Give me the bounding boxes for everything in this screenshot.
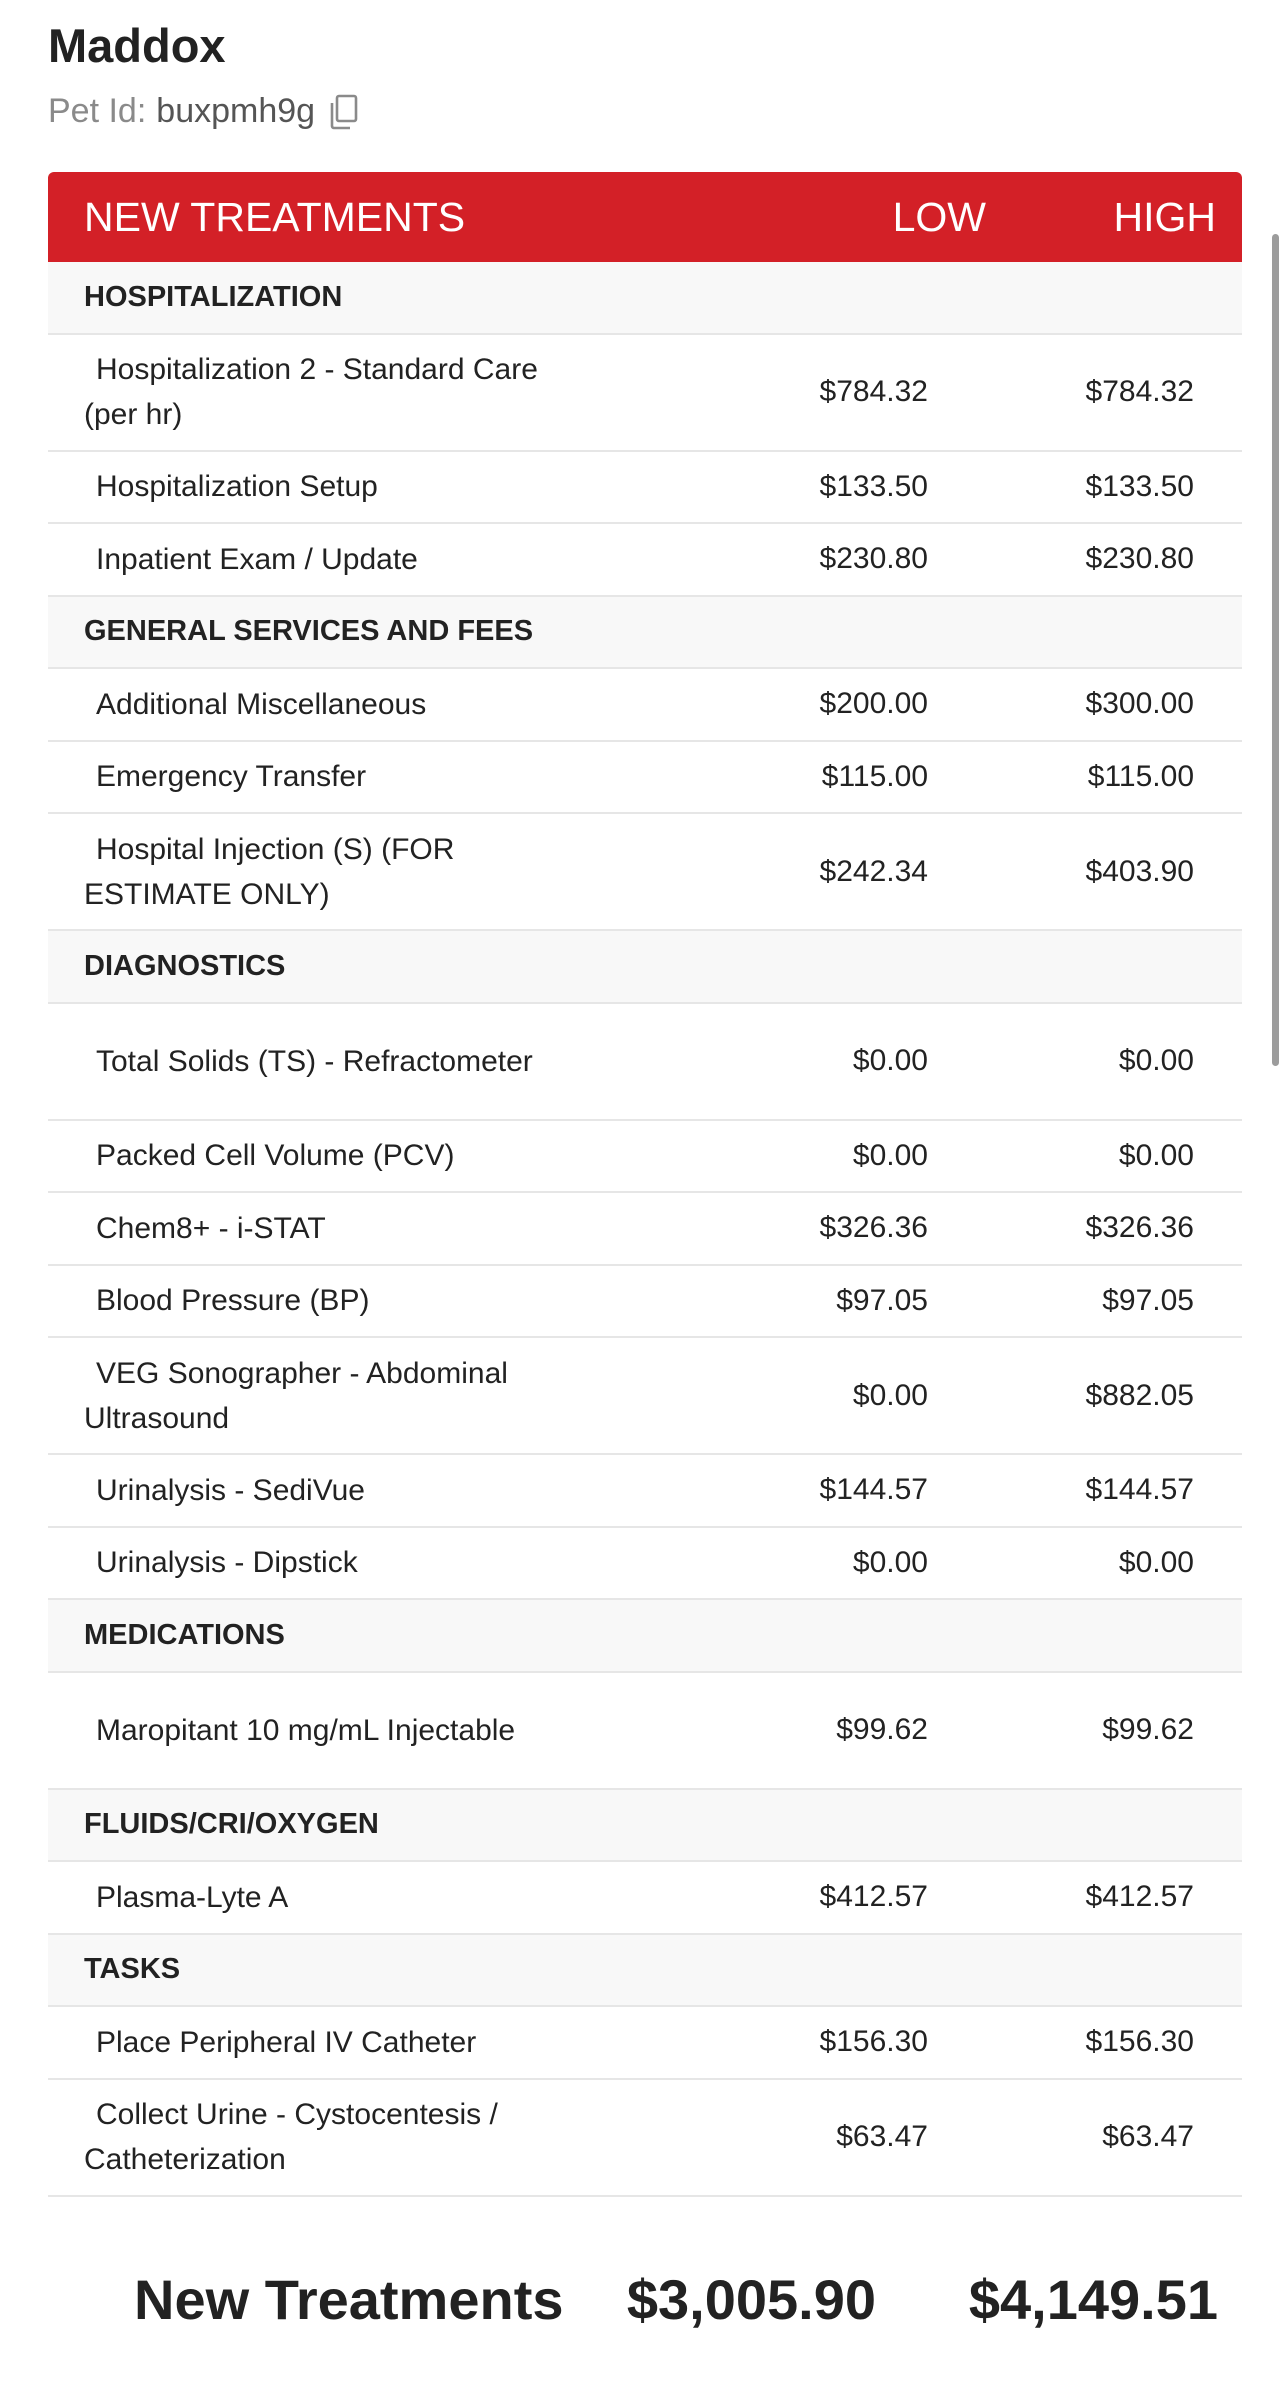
table-row — [48, 1455, 1242, 1528]
category-row — [48, 931, 1242, 1004]
table-row — [48, 1528, 1242, 1601]
treatment-high: $63.47 — [1102, 2120, 1194, 2153]
category-label: DIAGNOSTICS — [84, 949, 286, 982]
treatment-high: $403.90 — [1085, 854, 1194, 888]
treatment-name: Urinalysis - Dipstick — [96, 1546, 358, 1580]
pet-id — [48, 92, 359, 131]
treatment-low: $0.00 — [852, 1044, 928, 1077]
treatment-high: $133.50 — [1085, 469, 1194, 503]
category-label: HOSPITALIZATION — [84, 280, 343, 313]
table-row — [48, 2007, 1242, 2080]
treatment-high: $0.00 — [1118, 1044, 1194, 1077]
table-body — [48, 262, 1242, 2197]
category-label: TASKS — [84, 1953, 181, 1986]
treatment-low: $99.62 — [836, 1713, 928, 1746]
treatment-low: $230.80 — [819, 542, 928, 576]
table-row — [48, 669, 1242, 742]
category-row — [48, 1790, 1242, 1863]
treatment-low: $784.32 — [819, 375, 928, 408]
totals-row — [0, 2255, 1284, 2345]
table-row — [48, 1673, 1242, 1790]
table-header — [48, 172, 1242, 262]
header-title: NEW TREATMENTS — [84, 193, 466, 240]
treatment-high: $99.62 — [1102, 1713, 1194, 1746]
treatment-low: $144.57 — [819, 1473, 928, 1507]
treatment-high: $412.57 — [1085, 1880, 1194, 1914]
totals-high: $4,149.51 — [968, 2268, 1218, 2331]
category-label: FLUIDS/CRI/OXYGEN — [84, 1808, 379, 1841]
treatment-low: $200.00 — [819, 687, 928, 721]
treatment-high: $97.05 — [1102, 1283, 1194, 1317]
header-high: HIGH — [1113, 193, 1216, 240]
treatment-low: $156.30 — [819, 2025, 928, 2059]
category-label: GENERAL SERVICES AND FEES — [84, 615, 534, 648]
totals-label: New Treatments — [134, 2268, 564, 2331]
treatment-high: $144.57 — [1085, 1473, 1194, 1507]
treatment-name: VEG Sonographer - Abdominal Ultrasound — [84, 1356, 508, 1435]
treatment-low: $326.36 — [819, 1211, 928, 1245]
table-row — [48, 2080, 1242, 2197]
treatment-name: Chem8+ - i-STAT — [96, 1211, 326, 1245]
table-row — [48, 1193, 1242, 1266]
treatment-high: $300.00 — [1085, 687, 1194, 721]
treatment-high: $156.30 — [1085, 2025, 1194, 2059]
copy-icon[interactable] — [329, 94, 359, 130]
table-row — [48, 1004, 1242, 1121]
table-row — [48, 524, 1242, 597]
header-low: LOW — [892, 193, 986, 240]
category-row — [48, 597, 1242, 670]
table-row — [48, 814, 1242, 931]
table-row — [48, 1338, 1242, 1455]
treatment-name: Blood Pressure (BP) — [96, 1284, 370, 1318]
treatment-name: Plasma-Lyte A — [96, 1880, 289, 1914]
treatment-high: $0.00 — [1118, 1545, 1194, 1579]
treatment-name: Emergency Transfer — [96, 760, 367, 794]
treatment-high: $0.00 — [1118, 1138, 1194, 1172]
treatment-high: $784.32 — [1085, 375, 1194, 408]
table-row — [48, 335, 1242, 452]
treatment-high: $882.05 — [1085, 1378, 1194, 1412]
treatment-name: Hospitalization Setup — [96, 470, 378, 504]
pet-id-label: Pet Id: — [48, 92, 147, 130]
treatment-low: $0.00 — [852, 1138, 928, 1172]
pet-id-value: buxpmh9g — [156, 92, 316, 130]
table-row — [48, 1121, 1242, 1194]
treatment-low: $63.47 — [836, 2120, 928, 2153]
scrollbar[interactable] — [1272, 234, 1279, 1066]
category-row — [48, 1935, 1242, 2008]
treatment-name: Place Peripheral IV Catheter — [96, 2025, 477, 2059]
totals-low: $3,005.90 — [626, 2268, 876, 2331]
category-row — [48, 262, 1242, 335]
treatment-low: $133.50 — [819, 469, 928, 503]
treatment-name: Hospital Injection (S) (FOR ESTIMATE ONLY) — [84, 832, 455, 911]
treatment-name: Collect Urine - Cystocentesis / Catheterization — [84, 2098, 498, 2176]
table-row — [48, 742, 1242, 815]
pet-name: Maddox — [48, 19, 226, 72]
treatment-name: Total Solids (TS) - Refractometer — [96, 1044, 533, 1078]
treatment-name: Hospitalization 2 - Standard Care (per hr) — [84, 353, 538, 431]
category-row — [48, 1600, 1242, 1673]
treatment-high: $326.36 — [1085, 1211, 1194, 1245]
treatment-low: $0.00 — [852, 1378, 928, 1412]
treatment-name: Inpatient Exam / Update — [96, 542, 418, 576]
treatment-low: $242.34 — [819, 854, 928, 888]
table-row — [48, 1862, 1242, 1935]
treatment-name: Additional Miscellaneous — [96, 687, 427, 721]
treatment-low: $115.00 — [821, 759, 928, 793]
treatment-high: $230.80 — [1085, 542, 1194, 576]
treatment-low: $97.05 — [836, 1283, 928, 1317]
table-row — [48, 1266, 1242, 1339]
treatment-name: Urinalysis - SediVue — [96, 1473, 365, 1507]
treatment-high: $115.00 — [1087, 759, 1194, 793]
treatment-low: $412.57 — [819, 1880, 928, 1914]
table-row — [48, 452, 1242, 525]
treatment-low: $0.00 — [852, 1545, 928, 1579]
category-label: MEDICATIONS — [84, 1618, 285, 1651]
treatment-name: Maropitant 10 mg/mL Injectable — [96, 1713, 516, 1747]
treatment-name: Packed Cell Volume (PCV) — [96, 1139, 455, 1173]
treatments-table — [48, 172, 1242, 2197]
